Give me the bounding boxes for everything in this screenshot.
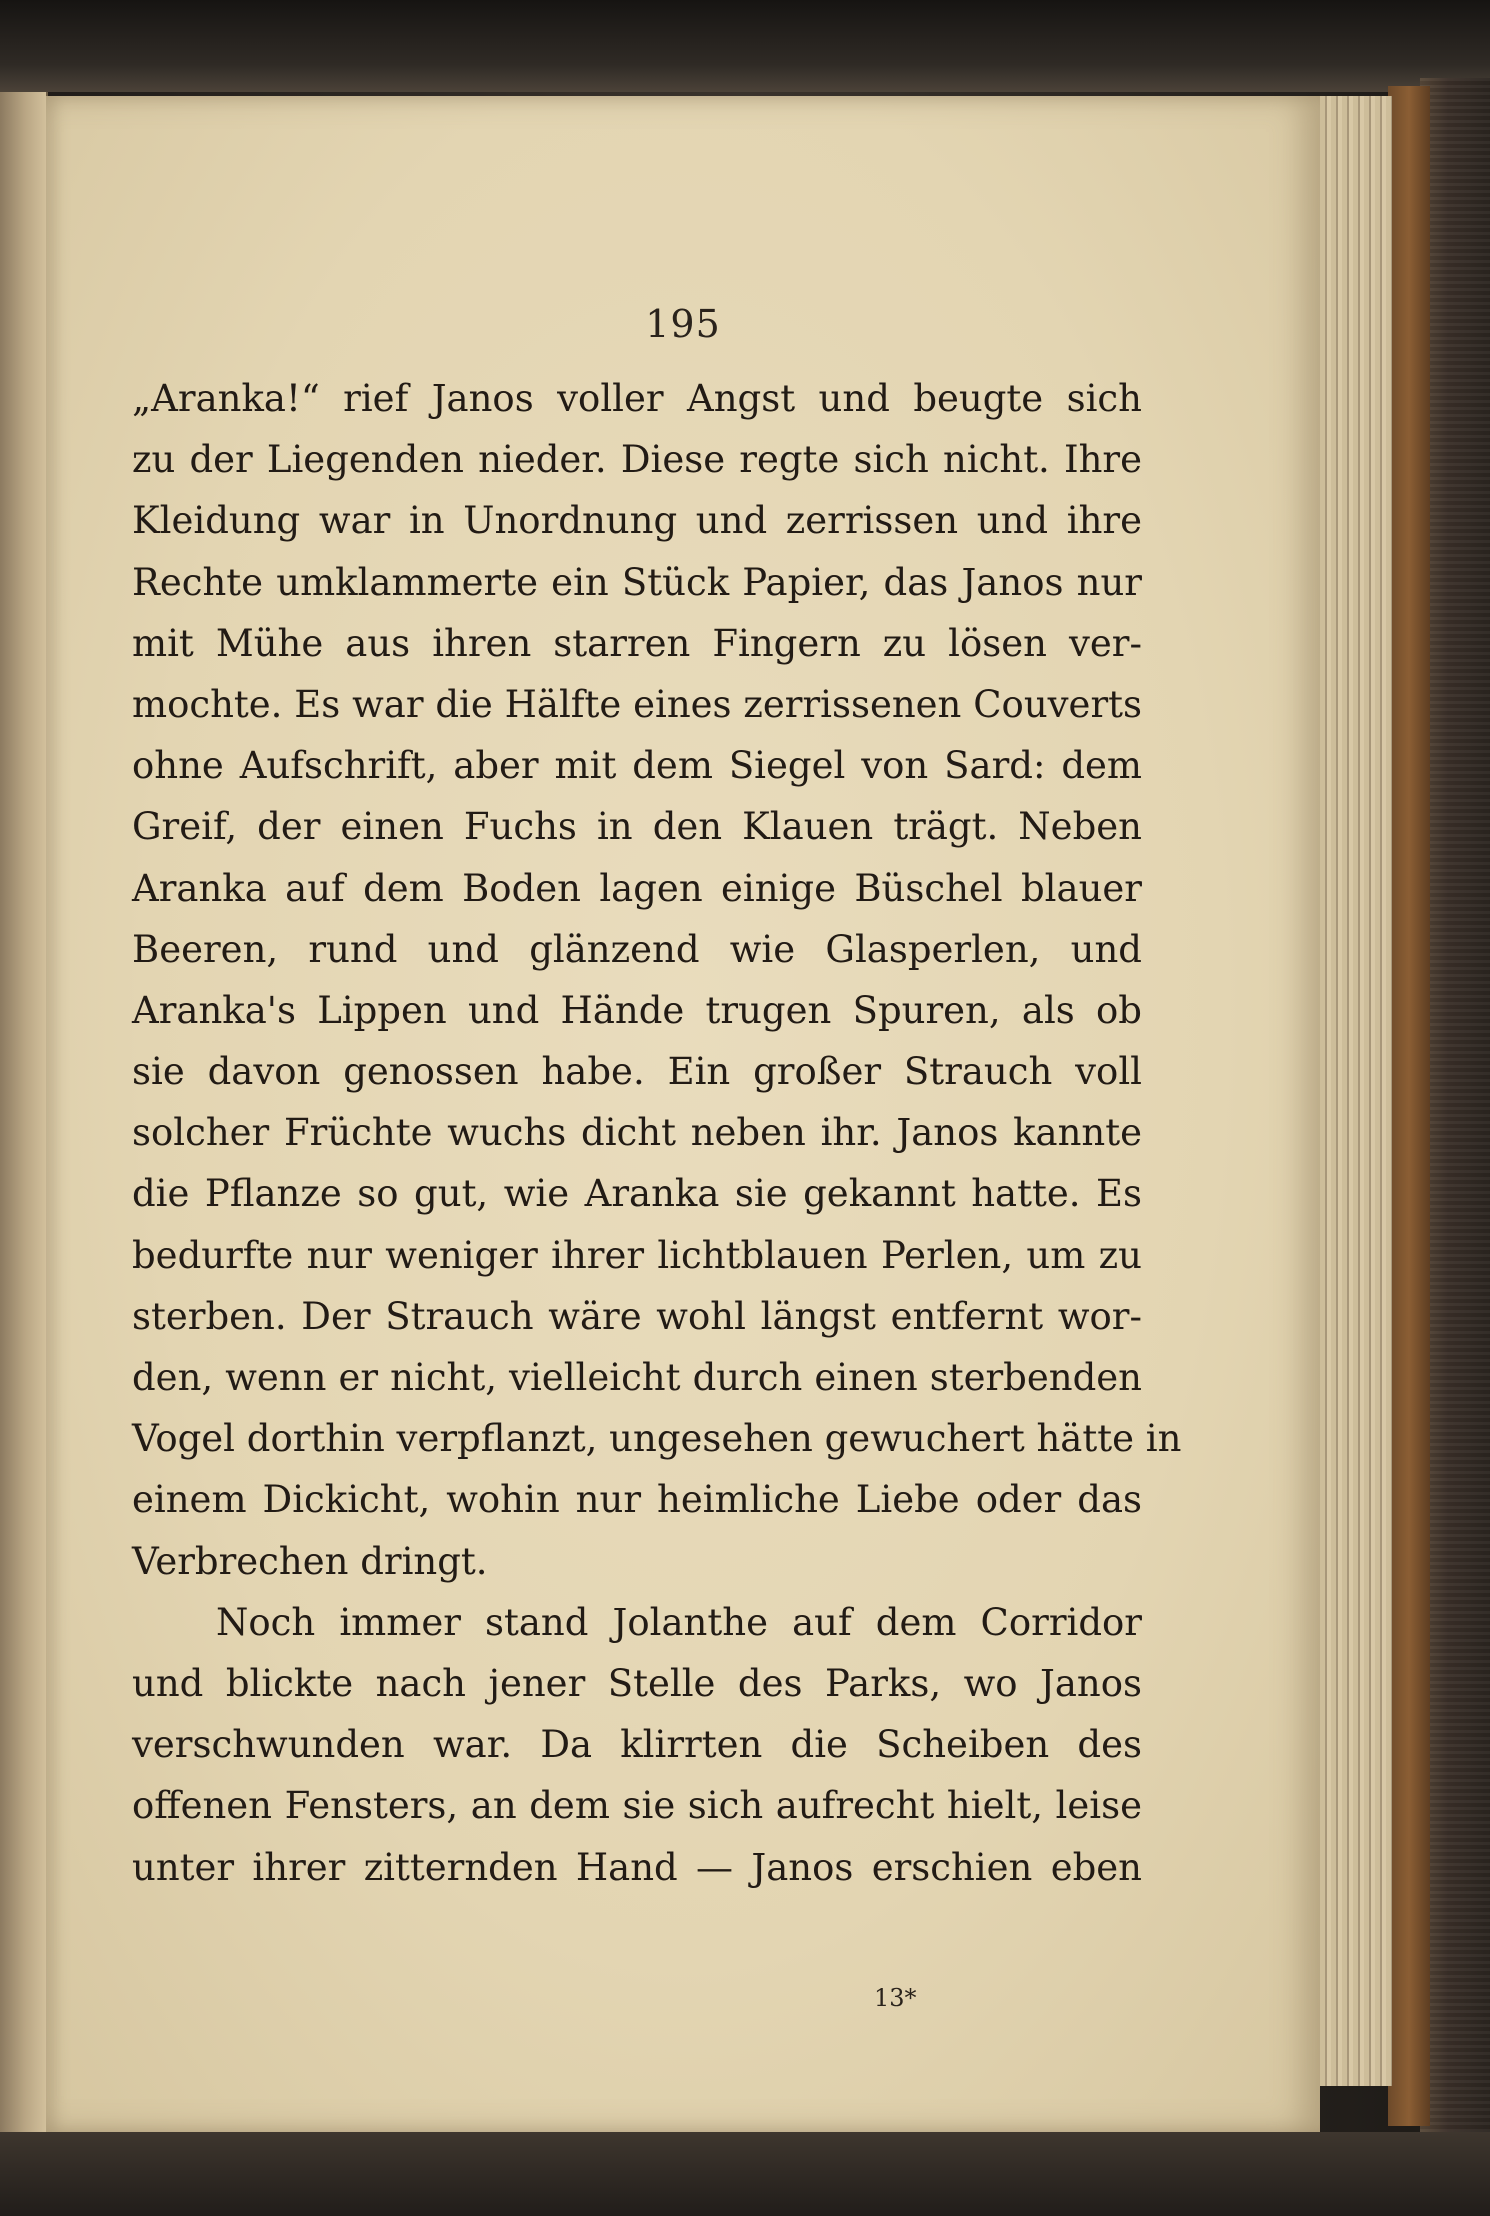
text-line: Aranka's Lippen und Hände trugen Spuren, als ob <box>132 988 1142 1032</box>
stacked-page-edges <box>1318 96 1392 2086</box>
facing-page-edge <box>0 92 48 2132</box>
text-line: Rechte umklammerte ein Stück Papier, das Janos nur <box>132 560 1142 604</box>
body-text <box>132 368 1182 1898</box>
text-line: Beeren, rund und glänzend wie Glasperlen, und <box>132 927 1142 971</box>
text-line: solcher Früchte wuchs dicht neben ihr. Janos kannte <box>132 1111 1142 1155</box>
scan-background-top <box>0 0 1490 92</box>
text-line: Aranka auf dem Boden lagen einige Büschel blauer <box>132 866 1142 910</box>
text-line-paragraph-start: Noch immer stand Jolanthe auf dem Corridor <box>216 1600 1142 1644</box>
text-line: zu der Liegenden nieder. Diese regte sich nicht. Ihre <box>132 438 1142 482</box>
text-line: unter ihrer zitternden Hand — Janos erschien eben <box>132 1845 1142 1889</box>
text-line: mochte. Es war die Hälfte eines zerrissenen Couverts <box>132 682 1142 726</box>
text-line: einem Dickicht, wohin nur heimliche Liebe oder das <box>132 1478 1142 1522</box>
text-line: mit Mühe aus ihren starren Fingern zu lösen ver- <box>132 621 1142 665</box>
text-line: bedurfte nur weniger ihrer lichtblauen Perlen, um zu <box>132 1233 1142 1277</box>
text-line: die Pflanze so gut, wie Aranka sie gekannt hatte. Es <box>132 1172 1142 1216</box>
text-line: Vogel dorthin verpflanzt, ungesehen gewuchert hätte in <box>132 1417 1182 1461</box>
text-line: Kleidung war in Unordnung und zerrissen und ihre <box>132 499 1142 543</box>
text-line: ohne Aufschrift, aber mit dem Siegel von Sard: dem <box>132 744 1142 788</box>
scan-background-bottom <box>0 2132 1490 2216</box>
signature-mark: 13* <box>874 1984 917 2012</box>
text-line: „Aranka!“ rief Janos voller Angst und beugte sich <box>132 377 1142 420</box>
book-spine-leather <box>1388 86 1430 2126</box>
text-line: sterben. Der Strauch wäre wohl längst entfernt wor- <box>132 1294 1142 1338</box>
page-number: 195 <box>645 302 721 346</box>
text-line: offenen Fensters, an dem sie sich aufrecht hielt, leise <box>132 1784 1142 1828</box>
text-line-paragraph-end: Verbrechen dringt. <box>132 1539 488 1583</box>
text-line: verschwunden war. Da klirrten die Scheiben des <box>132 1723 1142 1767</box>
text-line: und blickte nach jener Stelle des Parks, wo Janos <box>132 1661 1142 1705</box>
book-page <box>46 96 1320 2132</box>
text-line: Greif, der einen Fuchs in den Klauen trägt. Neben <box>132 805 1142 849</box>
text-line: den, wenn er nicht, vielleicht durch einen sterbenden <box>132 1356 1142 1399</box>
book-cover-edge <box>1420 78 1490 2138</box>
text-line: sie davon genossen habe. Ein großer Strauch voll <box>132 1050 1142 1094</box>
